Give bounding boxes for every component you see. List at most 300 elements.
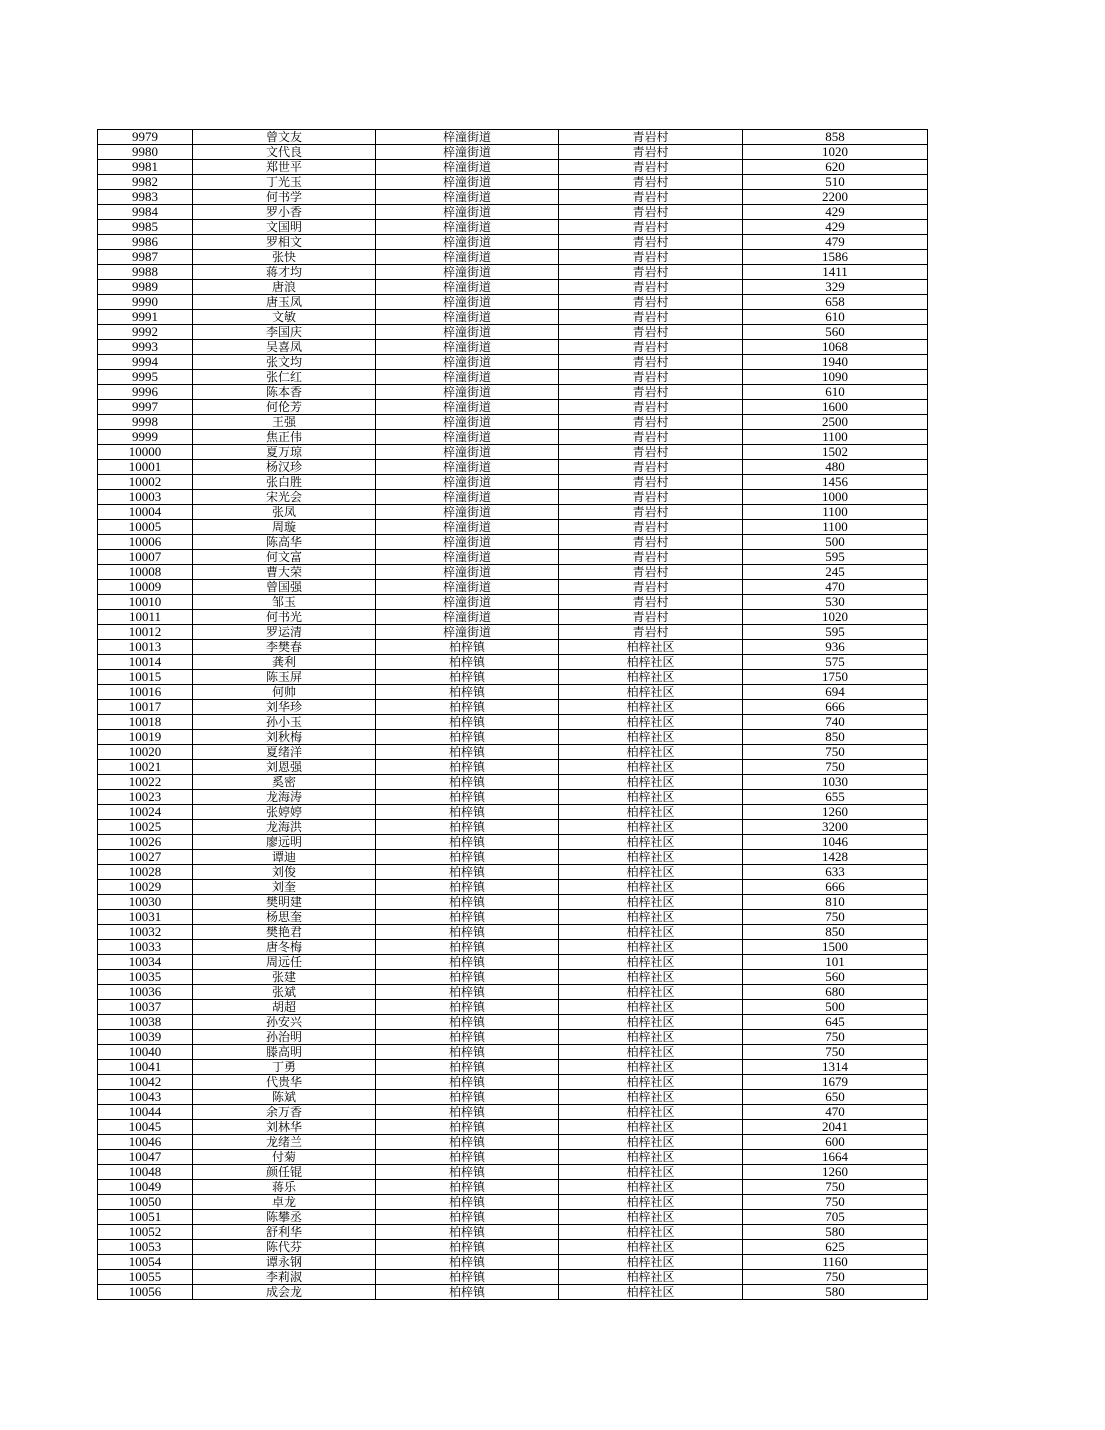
table-row (98, 1135, 928, 1150)
table-row (98, 475, 928, 490)
cell-town: 柏梓镇 (376, 1225, 559, 1240)
cell-town: 梓潼街道 (376, 340, 559, 355)
cell-village: 柏梓社区 (559, 865, 743, 880)
cell-amount: 1750 (743, 670, 928, 685)
cell-village: 柏梓社区 (559, 835, 743, 850)
cell-amount: 1000 (743, 490, 928, 505)
cell-town: 柏梓镇 (376, 1270, 559, 1285)
cell-amount: 500 (743, 535, 928, 550)
cell-id: 10053 (98, 1240, 193, 1255)
cell-village: 青岩村 (559, 205, 743, 220)
table-row (98, 895, 928, 910)
table-row (98, 1210, 928, 1225)
cell-name: 李国庆 (193, 325, 376, 340)
cell-id: 10032 (98, 925, 193, 940)
cell-amount: 850 (743, 730, 928, 745)
cell-amount: 1100 (743, 505, 928, 520)
cell-town: 柏梓镇 (376, 1060, 559, 1075)
cell-name: 樊艳君 (193, 925, 376, 940)
cell-amount: 560 (743, 325, 928, 340)
cell-amount: 245 (743, 565, 928, 580)
cell-name: 廖远明 (193, 835, 376, 850)
cell-amount: 1068 (743, 340, 928, 355)
cell-name: 曾国强 (193, 580, 376, 595)
table-row (98, 625, 928, 640)
cell-town: 梓潼街道 (376, 625, 559, 640)
cell-town: 梓潼街道 (376, 565, 559, 580)
cell-village: 柏梓社区 (559, 1030, 743, 1045)
cell-amount: 620 (743, 160, 928, 175)
cell-id: 10007 (98, 550, 193, 565)
table-row (98, 955, 928, 970)
cell-amount: 1940 (743, 355, 928, 370)
cell-id: 10055 (98, 1270, 193, 1285)
cell-town: 柏梓镇 (376, 745, 559, 760)
cell-id: 9998 (98, 415, 193, 430)
cell-amount: 680 (743, 985, 928, 1000)
cell-village: 柏梓社区 (559, 1240, 743, 1255)
cell-id: 10017 (98, 700, 193, 715)
cell-name: 文敏 (193, 310, 376, 325)
cell-town: 柏梓镇 (376, 1090, 559, 1105)
cell-village: 青岩村 (559, 280, 743, 295)
cell-name: 龙海涛 (193, 790, 376, 805)
cell-id: 9985 (98, 220, 193, 235)
cell-village: 青岩村 (559, 295, 743, 310)
cell-village: 青岩村 (559, 235, 743, 250)
cell-amount: 1500 (743, 940, 928, 955)
cell-id: 10036 (98, 985, 193, 1000)
cell-town: 柏梓镇 (376, 1045, 559, 1060)
table-row (98, 1180, 928, 1195)
cell-town: 柏梓镇 (376, 1195, 559, 1210)
table-row (98, 325, 928, 340)
table-row (98, 775, 928, 790)
cell-town: 梓潼街道 (376, 535, 559, 550)
cell-village: 柏梓社区 (559, 1150, 743, 1165)
cell-amount: 1100 (743, 520, 928, 535)
cell-village: 柏梓社区 (559, 1090, 743, 1105)
cell-amount: 2041 (743, 1120, 928, 1135)
cell-id: 10033 (98, 940, 193, 955)
cell-town: 柏梓镇 (376, 835, 559, 850)
cell-village: 柏梓社区 (559, 805, 743, 820)
table-row (98, 130, 928, 145)
cell-id: 10026 (98, 835, 193, 850)
table-row (98, 1105, 928, 1120)
cell-id: 10040 (98, 1045, 193, 1060)
cell-id: 10020 (98, 745, 193, 760)
cell-town: 梓潼街道 (376, 160, 559, 175)
cell-village: 青岩村 (559, 445, 743, 460)
cell-id: 10031 (98, 910, 193, 925)
cell-village: 青岩村 (559, 175, 743, 190)
table-row (98, 700, 928, 715)
table-row (98, 1015, 928, 1030)
table-row (98, 940, 928, 955)
cell-town: 梓潼街道 (376, 580, 559, 595)
table-row (98, 745, 928, 760)
table-row (98, 295, 928, 310)
table-row (98, 505, 928, 520)
cell-amount: 429 (743, 205, 928, 220)
cell-name: 卓龙 (193, 1195, 376, 1210)
cell-town: 梓潼街道 (376, 175, 559, 190)
cell-town: 柏梓镇 (376, 895, 559, 910)
cell-town: 梓潼街道 (376, 475, 559, 490)
cell-village: 柏梓社区 (559, 1105, 743, 1120)
cell-village: 青岩村 (559, 160, 743, 175)
cell-village: 青岩村 (559, 400, 743, 415)
cell-amount: 858 (743, 130, 928, 145)
cell-amount: 610 (743, 310, 928, 325)
cell-id: 9991 (98, 310, 193, 325)
cell-village: 青岩村 (559, 130, 743, 145)
cell-town: 柏梓镇 (376, 1135, 559, 1150)
table-row (98, 265, 928, 280)
table-row (98, 550, 928, 565)
cell-amount: 3200 (743, 820, 928, 835)
cell-village: 柏梓社区 (559, 1180, 743, 1195)
cell-amount: 429 (743, 220, 928, 235)
cell-name: 滕高明 (193, 1045, 376, 1060)
cell-amount: 850 (743, 925, 928, 940)
table-row (98, 880, 928, 895)
cell-village: 柏梓社区 (559, 985, 743, 1000)
cell-name: 文代良 (193, 145, 376, 160)
table-row (98, 1030, 928, 1045)
cell-village: 青岩村 (559, 610, 743, 625)
cell-amount: 1600 (743, 400, 928, 415)
cell-name: 吴喜凤 (193, 340, 376, 355)
cell-id: 9980 (98, 145, 193, 160)
cell-village: 柏梓社区 (559, 655, 743, 670)
cell-amount: 610 (743, 385, 928, 400)
table-row (98, 145, 928, 160)
cell-id: 9997 (98, 400, 193, 415)
cell-amount: 633 (743, 865, 928, 880)
cell-name: 何文富 (193, 550, 376, 565)
cell-name: 张凤 (193, 505, 376, 520)
table-row (98, 1270, 928, 1285)
table-row (98, 460, 928, 475)
cell-id: 10010 (98, 595, 193, 610)
cell-name: 杨思奎 (193, 910, 376, 925)
cell-amount: 580 (743, 1225, 928, 1240)
cell-amount: 750 (743, 1270, 928, 1285)
cell-town: 梓潼街道 (376, 430, 559, 445)
cell-id: 9981 (98, 160, 193, 175)
cell-town: 柏梓镇 (376, 865, 559, 880)
cell-id: 10000 (98, 445, 193, 460)
cell-town: 柏梓镇 (376, 850, 559, 865)
cell-name: 陈斌 (193, 1090, 376, 1105)
cell-id: 10052 (98, 1225, 193, 1240)
cell-amount: 2200 (743, 190, 928, 205)
cell-town: 柏梓镇 (376, 1150, 559, 1165)
table-row (98, 820, 928, 835)
cell-name: 郑世平 (193, 160, 376, 175)
cell-village: 柏梓社区 (559, 970, 743, 985)
cell-village: 柏梓社区 (559, 1000, 743, 1015)
cell-village: 柏梓社区 (559, 1165, 743, 1180)
cell-village: 柏梓社区 (559, 940, 743, 955)
cell-id: 9984 (98, 205, 193, 220)
cell-name: 刘林华 (193, 1120, 376, 1135)
cell-village: 青岩村 (559, 415, 743, 430)
cell-amount: 1411 (743, 265, 928, 280)
cell-name: 曾文友 (193, 130, 376, 145)
cell-town: 柏梓镇 (376, 730, 559, 745)
cell-village: 柏梓社区 (559, 1135, 743, 1150)
cell-town: 柏梓镇 (376, 970, 559, 985)
table-row (98, 760, 928, 775)
cell-id: 10023 (98, 790, 193, 805)
cell-id: 9993 (98, 340, 193, 355)
cell-amount: 530 (743, 595, 928, 610)
cell-id: 10009 (98, 580, 193, 595)
cell-village: 青岩村 (559, 325, 743, 340)
cell-town: 梓潼街道 (376, 445, 559, 460)
cell-id: 10038 (98, 1015, 193, 1030)
cell-town: 柏梓镇 (376, 640, 559, 655)
cell-village: 青岩村 (559, 430, 743, 445)
table-row (98, 250, 928, 265)
cell-name: 孙小玉 (193, 715, 376, 730)
table-row (98, 685, 928, 700)
cell-village: 柏梓社区 (559, 1015, 743, 1030)
table-row (98, 205, 928, 220)
table-row (98, 850, 928, 865)
table-row (98, 355, 928, 370)
cell-village: 柏梓社区 (559, 715, 743, 730)
cell-village: 柏梓社区 (559, 1045, 743, 1060)
cell-id: 10012 (98, 625, 193, 640)
cell-amount: 560 (743, 970, 928, 985)
table-row (98, 340, 928, 355)
cell-village: 柏梓社区 (559, 700, 743, 715)
cell-name: 陈玉屏 (193, 670, 376, 685)
cell-name: 曹大荣 (193, 565, 376, 580)
cell-name: 李莉淑 (193, 1270, 376, 1285)
cell-amount: 625 (743, 1240, 928, 1255)
cell-town: 梓潼街道 (376, 205, 559, 220)
cell-id: 10050 (98, 1195, 193, 1210)
table-row (98, 1045, 928, 1060)
table-row (98, 490, 928, 505)
cell-village: 柏梓社区 (559, 1060, 743, 1075)
table-row (98, 1240, 928, 1255)
table-row (98, 715, 928, 730)
cell-village: 柏梓社区 (559, 925, 743, 940)
table-row (98, 310, 928, 325)
table-row (98, 1090, 928, 1105)
cell-name: 胡超 (193, 1000, 376, 1015)
cell-name: 罗相文 (193, 235, 376, 250)
table-row (98, 220, 928, 235)
cell-town: 柏梓镇 (376, 1030, 559, 1045)
cell-village: 柏梓社区 (559, 910, 743, 925)
cell-village: 柏梓社区 (559, 790, 743, 805)
cell-id: 10043 (98, 1090, 193, 1105)
cell-town: 柏梓镇 (376, 1165, 559, 1180)
cell-id: 10041 (98, 1060, 193, 1075)
cell-amount: 1679 (743, 1075, 928, 1090)
cell-amount: 1046 (743, 835, 928, 850)
cell-town: 梓潼街道 (376, 145, 559, 160)
cell-village: 柏梓社区 (559, 895, 743, 910)
cell-amount: 750 (743, 760, 928, 775)
cell-id: 10005 (98, 520, 193, 535)
cell-village: 柏梓社区 (559, 955, 743, 970)
cell-id: 10016 (98, 685, 193, 700)
cell-amount: 650 (743, 1090, 928, 1105)
cell-village: 青岩村 (559, 340, 743, 355)
cell-amount: 1260 (743, 1165, 928, 1180)
table-row (98, 805, 928, 820)
cell-town: 柏梓镇 (376, 940, 559, 955)
cell-amount: 1090 (743, 370, 928, 385)
cell-name: 刘华珍 (193, 700, 376, 715)
cell-village: 柏梓社区 (559, 775, 743, 790)
cell-amount: 1100 (743, 430, 928, 445)
cell-name: 文国明 (193, 220, 376, 235)
cell-town: 柏梓镇 (376, 655, 559, 670)
cell-amount: 936 (743, 640, 928, 655)
table-row (98, 235, 928, 250)
cell-town: 梓潼街道 (376, 280, 559, 295)
cell-village: 青岩村 (559, 550, 743, 565)
cell-name: 李樊春 (193, 640, 376, 655)
cell-name: 罗小香 (193, 205, 376, 220)
cell-amount: 658 (743, 295, 928, 310)
cell-name: 刘恩强 (193, 760, 376, 775)
cell-village: 青岩村 (559, 460, 743, 475)
cell-village: 柏梓社区 (559, 850, 743, 865)
cell-amount: 750 (743, 745, 928, 760)
cell-name: 余万香 (193, 1105, 376, 1120)
cell-village: 青岩村 (559, 565, 743, 580)
cell-name: 周远任 (193, 955, 376, 970)
cell-id: 10045 (98, 1120, 193, 1135)
cell-id: 9999 (98, 430, 193, 445)
cell-town: 梓潼街道 (376, 250, 559, 265)
cell-town: 梓潼街道 (376, 370, 559, 385)
table-row (98, 925, 928, 940)
cell-town: 柏梓镇 (376, 760, 559, 775)
cell-amount: 1160 (743, 1255, 928, 1270)
cell-id: 10022 (98, 775, 193, 790)
cell-town: 梓潼街道 (376, 400, 559, 415)
cell-name: 张建 (193, 970, 376, 985)
cell-id: 10008 (98, 565, 193, 580)
cell-town: 柏梓镇 (376, 1015, 559, 1030)
cell-town: 柏梓镇 (376, 925, 559, 940)
cell-amount: 510 (743, 175, 928, 190)
cell-town: 梓潼街道 (376, 505, 559, 520)
cell-name: 舒利华 (193, 1225, 376, 1240)
cell-village: 柏梓社区 (559, 1285, 743, 1300)
cell-name: 颜任锟 (193, 1165, 376, 1180)
table-row (98, 1195, 928, 1210)
cell-name: 龙绪兰 (193, 1135, 376, 1150)
cell-id: 10002 (98, 475, 193, 490)
cell-amount: 1020 (743, 145, 928, 160)
cell-name: 代贵华 (193, 1075, 376, 1090)
cell-id: 9994 (98, 355, 193, 370)
cell-village: 青岩村 (559, 190, 743, 205)
cell-id: 10037 (98, 1000, 193, 1015)
cell-town: 梓潼街道 (376, 610, 559, 625)
cell-town: 柏梓镇 (376, 820, 559, 835)
cell-id: 10049 (98, 1180, 193, 1195)
cell-town: 梓潼街道 (376, 550, 559, 565)
cell-amount: 750 (743, 910, 928, 925)
cell-id: 9995 (98, 370, 193, 385)
table-row (98, 430, 928, 445)
cell-id: 10011 (98, 610, 193, 625)
cell-id: 10056 (98, 1285, 193, 1300)
cell-id: 10013 (98, 640, 193, 655)
cell-town: 柏梓镇 (376, 670, 559, 685)
cell-name: 唐玉凤 (193, 295, 376, 310)
table-row (98, 730, 928, 745)
cell-village: 青岩村 (559, 310, 743, 325)
data-table (97, 129, 928, 1300)
cell-name: 陈本香 (193, 385, 376, 400)
table-row (98, 985, 928, 1000)
cell-name: 蒋才均 (193, 265, 376, 280)
table-row (98, 595, 928, 610)
cell-id: 9992 (98, 325, 193, 340)
table-row (98, 160, 928, 175)
cell-id: 10047 (98, 1150, 193, 1165)
cell-name: 孙治明 (193, 1030, 376, 1045)
cell-name: 付菊 (193, 1150, 376, 1165)
cell-village: 青岩村 (559, 580, 743, 595)
cell-town: 柏梓镇 (376, 685, 559, 700)
cell-name: 邹玉 (193, 595, 376, 610)
cell-village: 柏梓社区 (559, 1255, 743, 1270)
cell-id: 10029 (98, 880, 193, 895)
cell-id: 10042 (98, 1075, 193, 1090)
cell-id: 9989 (98, 280, 193, 295)
cell-town: 梓潼街道 (376, 385, 559, 400)
table-row (98, 190, 928, 205)
cell-amount: 750 (743, 1180, 928, 1195)
cell-amount: 2500 (743, 415, 928, 430)
cell-village: 柏梓社区 (559, 1225, 743, 1240)
cell-id: 9979 (98, 130, 193, 145)
cell-amount: 101 (743, 955, 928, 970)
cell-name: 谭永钢 (193, 1255, 376, 1270)
cell-amount: 1586 (743, 250, 928, 265)
cell-amount: 575 (743, 655, 928, 670)
cell-id: 10027 (98, 850, 193, 865)
cell-id: 9996 (98, 385, 193, 400)
cell-town: 梓潼街道 (376, 235, 559, 250)
cell-town: 梓潼街道 (376, 295, 559, 310)
cell-id: 10021 (98, 760, 193, 775)
table-row (98, 415, 928, 430)
cell-id: 10039 (98, 1030, 193, 1045)
table-row (98, 970, 928, 985)
cell-town: 柏梓镇 (376, 1075, 559, 1090)
table-body (98, 130, 928, 1300)
table-row (98, 790, 928, 805)
cell-id: 10001 (98, 460, 193, 475)
cell-village: 柏梓社区 (559, 880, 743, 895)
